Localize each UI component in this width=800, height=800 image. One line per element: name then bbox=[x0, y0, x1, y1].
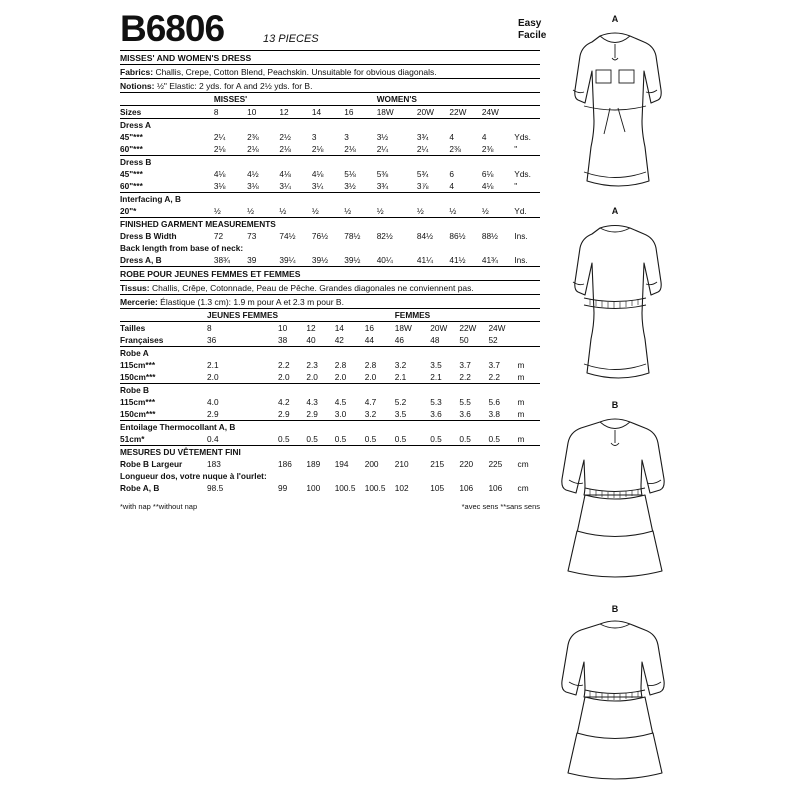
value-cell: 4.3 bbox=[306, 397, 318, 407]
row-label: Longueur dos, votre nuque à l'ourlet: bbox=[120, 471, 267, 481]
value-cell: 3¼ bbox=[279, 181, 291, 191]
value-cell: 2.3 bbox=[306, 360, 318, 370]
illustration-label: B bbox=[611, 400, 619, 410]
value-cell: 0.5 bbox=[278, 434, 290, 444]
unit-cell: Yds. bbox=[514, 169, 531, 179]
value-cell: 4⅛ bbox=[311, 169, 324, 179]
illustration-label: A bbox=[611, 206, 619, 216]
size-cell: 48 bbox=[430, 335, 440, 345]
illustration-label: A bbox=[611, 14, 619, 24]
size-cell: 8 bbox=[207, 322, 278, 335]
sizes-row-fr bbox=[120, 322, 540, 335]
footnote-fr: *avec sens **sans sens bbox=[461, 502, 540, 511]
value-cell: 2.2 bbox=[459, 372, 471, 382]
row-label: Robe B Largeur bbox=[120, 459, 183, 469]
illustration-dress-a-back bbox=[540, 206, 690, 396]
value-cell: 6 bbox=[449, 169, 454, 179]
value-cell: 76½ bbox=[311, 231, 328, 241]
size-cell: 14 bbox=[335, 322, 365, 335]
finished-title-fr: MESURES DU VÊTEMENT FINI bbox=[120, 446, 540, 459]
section-name: Interfacing A, B bbox=[120, 193, 214, 206]
unit-cell: cm bbox=[517, 459, 529, 469]
value-cell: 100 bbox=[306, 483, 321, 493]
value-cell: 2⅛ bbox=[311, 144, 324, 154]
section-name: Dress B bbox=[120, 156, 214, 169]
fabrics-label-fr: Tissus: bbox=[120, 282, 150, 293]
footnotes bbox=[120, 502, 540, 511]
value-cell: 84½ bbox=[416, 231, 434, 241]
value-cell: 3.7 bbox=[488, 360, 500, 370]
value-cell: 2.1 bbox=[430, 372, 442, 382]
value-cell: ½ bbox=[449, 206, 457, 216]
value-cell: 2.8 bbox=[364, 360, 377, 370]
value-cell: 4 bbox=[449, 132, 454, 142]
size-cell: 38 bbox=[278, 335, 288, 345]
group-header-row bbox=[120, 93, 540, 106]
value-cell: 5.6 bbox=[488, 397, 500, 407]
value-cell: 4.7 bbox=[364, 397, 377, 407]
fabrics-text-en: Challis, Crepe, Cotton Blend, Peachskin. Unsuitable for obvious diagonals. bbox=[153, 66, 437, 77]
value-cell: 4 bbox=[449, 181, 454, 191]
value-cell: 200 bbox=[364, 459, 379, 469]
value-cell: 2.0 bbox=[207, 372, 219, 382]
piece-count: 13 PIECES bbox=[263, 33, 319, 45]
size-cell: 20W bbox=[430, 322, 459, 335]
value-cell: 2¼ bbox=[376, 144, 389, 154]
value-cell: ½ bbox=[311, 206, 319, 216]
value-cell: 39½ bbox=[344, 255, 361, 265]
notions-label-en: Notions: bbox=[120, 80, 155, 91]
value-cell: 99 bbox=[278, 483, 288, 493]
footnote-en: *with nap **without nap bbox=[120, 502, 198, 511]
size-cell: 10 bbox=[278, 322, 306, 335]
value-cell: 2.2 bbox=[488, 372, 500, 382]
value-cell: 3.5 bbox=[394, 409, 407, 419]
value-cell: 2.9 bbox=[306, 409, 318, 419]
yardage-row bbox=[120, 396, 540, 408]
value-cell: 105 bbox=[430, 483, 445, 493]
value-cell: 78½ bbox=[344, 231, 361, 241]
value-cell: 102 bbox=[394, 483, 409, 493]
notions-text-en: ½" Elastic: 2 yds. for A and 2½ yds. for B. bbox=[154, 80, 313, 91]
group-femmes: FEMMES bbox=[394, 310, 431, 320]
size-cell: 24W bbox=[482, 106, 514, 119]
unit-cell: Ins. bbox=[514, 231, 528, 241]
value-cell: 183 bbox=[207, 459, 221, 469]
value-cell: ½ bbox=[213, 206, 221, 216]
section-name: Robe A bbox=[120, 347, 207, 360]
value-cell: 5⅜ bbox=[376, 169, 389, 179]
value-cell: 41¼ bbox=[416, 255, 434, 265]
notions-label-fr: Mercerie: bbox=[120, 296, 158, 307]
finished-row bbox=[120, 230, 540, 242]
value-cell: 2.0 bbox=[364, 372, 377, 382]
size-cell: 42 bbox=[334, 335, 344, 345]
value-cell: 4 bbox=[481, 132, 487, 142]
fabrics-text-fr: Challis, Crêpe, Cotonnade, Peau de Pêche. Grandes diagonales ne conviennent pas. bbox=[149, 282, 474, 293]
value-cell: 3½ bbox=[344, 181, 356, 191]
notions-en bbox=[120, 79, 540, 92]
unit-cell: " bbox=[514, 144, 518, 154]
value-cell: 186 bbox=[278, 459, 292, 469]
illustration-dress-a-front bbox=[540, 14, 690, 204]
value-cell: 3.8 bbox=[488, 409, 500, 419]
unit-cell: cm bbox=[517, 483, 529, 493]
finished-subhead-row bbox=[120, 242, 540, 254]
size-cell: 22W bbox=[459, 322, 488, 335]
finished-subhead-row bbox=[120, 470, 540, 482]
row-label: 150cm*** bbox=[120, 409, 156, 419]
size-cell: 16 bbox=[365, 322, 395, 335]
value-cell: 3.2 bbox=[394, 360, 407, 370]
value-cell: 100.5 bbox=[364, 483, 386, 493]
value-cell: 4.0 bbox=[207, 397, 219, 407]
group-jeunes: JEUNES FEMMES bbox=[207, 310, 279, 320]
value-cell: 2⅜ bbox=[481, 144, 494, 154]
size-cell: 20W bbox=[417, 106, 449, 119]
row-label: 45"*** bbox=[120, 132, 143, 142]
finished-row bbox=[120, 458, 540, 470]
value-cell: 41¾ bbox=[481, 255, 498, 265]
value-cell: 220 bbox=[459, 459, 474, 469]
value-cell: 4½ bbox=[247, 169, 259, 179]
value-cell: 3.6 bbox=[430, 409, 442, 419]
size-cell: 52 bbox=[488, 335, 498, 345]
size-cell: 18W bbox=[395, 322, 431, 335]
unit-cell: m bbox=[517, 360, 525, 370]
value-cell: 4⅛ bbox=[481, 181, 494, 191]
value-cell: 98.5 bbox=[207, 483, 224, 493]
value-cell: 4.2 bbox=[278, 397, 290, 407]
difficulty-fr: Facile bbox=[518, 30, 547, 41]
value-cell: 5.2 bbox=[394, 397, 407, 407]
size-cell: 36 bbox=[207, 335, 217, 345]
pattern-number: B6806 bbox=[120, 8, 225, 49]
value-cell: 3⅛ bbox=[213, 181, 226, 191]
unit-cell: m bbox=[517, 397, 525, 407]
fabrics-en bbox=[120, 65, 540, 78]
value-cell: 210 bbox=[394, 459, 409, 469]
yardage-table-en bbox=[120, 93, 540, 266]
row-label: Back length from base of neck: bbox=[120, 243, 244, 253]
size-cell: 10 bbox=[247, 106, 279, 119]
value-cell: 3 bbox=[311, 132, 317, 142]
value-cell: 3¾ bbox=[416, 132, 429, 142]
value-cell: 82½ bbox=[376, 231, 393, 241]
value-cell: 0.4 bbox=[207, 434, 219, 444]
value-cell: ½ bbox=[344, 206, 352, 216]
unit-cell: m bbox=[517, 372, 525, 382]
value-cell: 4⅛ bbox=[213, 169, 226, 179]
difficulty-en: Easy bbox=[518, 18, 542, 29]
size-cell: 44 bbox=[364, 335, 374, 345]
finished-header-row-en bbox=[120, 218, 540, 231]
section-header-row bbox=[120, 193, 540, 206]
value-cell: 72 bbox=[213, 231, 224, 241]
size-cell: 46 bbox=[394, 335, 404, 345]
value-cell: 2.0 bbox=[278, 372, 290, 382]
value-cell: 3.2 bbox=[364, 409, 377, 419]
value-cell: 5¾ bbox=[416, 169, 429, 179]
value-cell: 2¼ bbox=[416, 144, 429, 154]
sizes-label-fr2: Françaises bbox=[120, 335, 164, 345]
yardage-row bbox=[120, 205, 540, 218]
value-cell: 2⅛ bbox=[247, 144, 259, 154]
value-cell: 41½ bbox=[449, 255, 466, 265]
value-cell: 2.0 bbox=[334, 372, 347, 382]
value-cell: 225 bbox=[488, 459, 503, 469]
finished-title-en: FINISHED GARMENT MEASUREMENTS bbox=[120, 218, 540, 231]
unit-cell: m bbox=[517, 409, 525, 419]
value-cell: ½ bbox=[416, 206, 424, 216]
value-cell: ½ bbox=[247, 206, 255, 216]
value-cell: 3.0 bbox=[334, 409, 347, 419]
section-header-row bbox=[120, 119, 540, 132]
section-name: Dress A bbox=[120, 119, 214, 132]
value-cell: 0.5 bbox=[488, 434, 500, 444]
value-cell: 38¾ bbox=[213, 255, 230, 265]
sizes-label-en: Sizes bbox=[120, 106, 214, 119]
value-cell: 0.5 bbox=[430, 434, 442, 444]
value-cell: 74½ bbox=[279, 231, 296, 241]
section-name: Robe B bbox=[120, 384, 207, 397]
unit-cell: Ins. bbox=[514, 255, 528, 265]
group-misses: MISSES' bbox=[213, 94, 248, 104]
size-cell: 40 bbox=[306, 335, 316, 345]
value-cell: 3½ bbox=[376, 132, 389, 142]
value-cell: 3.6 bbox=[459, 409, 471, 419]
section-header-row bbox=[120, 347, 540, 360]
size-cell: 18W bbox=[377, 106, 417, 119]
row-label: 51cm* bbox=[120, 434, 145, 444]
group-header-row-fr bbox=[120, 309, 540, 322]
finished-header-row-fr bbox=[120, 446, 540, 459]
value-cell: 3⅞ bbox=[416, 181, 429, 191]
sizes-fr-row bbox=[120, 334, 540, 347]
value-cell: 0.5 bbox=[394, 434, 407, 444]
section-header-row bbox=[120, 156, 540, 169]
value-cell: ½ bbox=[376, 206, 384, 216]
fabrics-label-en: Fabrics: bbox=[120, 66, 154, 77]
value-cell: 3¾ bbox=[376, 181, 389, 191]
value-cell: 3 bbox=[344, 132, 349, 142]
garment-title-fr: ROBE POUR JEUNES FEMMES ET FEMMES bbox=[120, 268, 301, 279]
value-cell: 0.5 bbox=[364, 434, 377, 444]
yardage-row bbox=[120, 408, 540, 421]
value-cell: 5.5 bbox=[459, 397, 471, 407]
fabrics-fr bbox=[120, 281, 540, 294]
illustration-label: B bbox=[611, 604, 619, 614]
value-cell: 39 bbox=[247, 255, 257, 265]
value-cell: 3¼ bbox=[311, 181, 324, 191]
value-cell: 2⅜ bbox=[449, 144, 461, 154]
sizes-row-en bbox=[120, 106, 540, 119]
value-cell: 4⅛ bbox=[279, 169, 291, 179]
value-cell: 189 bbox=[306, 459, 321, 469]
value-cell: 2.1 bbox=[394, 372, 407, 382]
value-cell: 2¼ bbox=[213, 132, 226, 142]
value-cell: 3.7 bbox=[459, 360, 471, 370]
value-cell: 100.5 bbox=[334, 483, 356, 493]
row-label: 20"* bbox=[120, 206, 137, 216]
value-cell: 215 bbox=[430, 459, 445, 469]
notions-fr bbox=[120, 295, 540, 308]
row-label: Dress B Width bbox=[120, 231, 177, 241]
value-cell: 3.5 bbox=[430, 360, 442, 370]
size-cell: 12 bbox=[306, 322, 334, 335]
value-cell: 2.0 bbox=[306, 372, 318, 382]
row-label: 150cm*** bbox=[120, 372, 156, 382]
row-label: Dress A, B bbox=[120, 255, 162, 265]
size-cell: 8 bbox=[214, 106, 247, 119]
value-cell: 2⅛ bbox=[213, 144, 226, 154]
yardage-row bbox=[120, 131, 540, 143]
specs-column bbox=[120, 50, 540, 511]
section-name: Entoilage Thermocollant A, B bbox=[120, 421, 540, 434]
value-cell: 2½ bbox=[279, 132, 291, 142]
value-cell: 2.2 bbox=[278, 360, 290, 370]
value-cell: 106 bbox=[488, 483, 503, 493]
garment-title-en: MISSES' AND WOMEN'S DRESS bbox=[120, 52, 252, 63]
section-header-row bbox=[120, 384, 540, 397]
value-cell: 194 bbox=[334, 459, 349, 469]
size-cell: 16 bbox=[344, 106, 376, 119]
unit-cell: Yd. bbox=[514, 206, 527, 216]
row-label: Robe A, B bbox=[120, 483, 160, 493]
value-cell: 2.9 bbox=[278, 409, 290, 419]
yardage-row bbox=[120, 168, 540, 180]
value-cell: 0.5 bbox=[306, 434, 318, 444]
value-cell: 2⅛ bbox=[279, 144, 291, 154]
size-cell: 24W bbox=[488, 322, 517, 335]
row-label: 45"*** bbox=[120, 169, 143, 179]
value-cell: 39¼ bbox=[279, 255, 296, 265]
value-cell: ½ bbox=[279, 206, 287, 216]
value-cell: 88½ bbox=[481, 231, 498, 241]
size-cell: 12 bbox=[279, 106, 311, 119]
value-cell: 2⅜ bbox=[247, 132, 259, 142]
value-cell: 2⅛ bbox=[344, 144, 356, 154]
size-cell: 22W bbox=[449, 106, 481, 119]
notions-text-fr: Élastique (1.3 cm): 1.9 m pour A et 2.3 m pour B. bbox=[157, 296, 344, 307]
value-cell: 3⅛ bbox=[247, 181, 259, 191]
unit-cell: Yds. bbox=[514, 132, 531, 142]
value-cell: 5.3 bbox=[430, 397, 442, 407]
row-label: 60"*** bbox=[120, 144, 143, 154]
value-cell: 0.5 bbox=[459, 434, 471, 444]
illustration-dress-b-front bbox=[540, 400, 690, 600]
row-label: 115cm*** bbox=[120, 360, 156, 370]
yardage-row bbox=[120, 180, 540, 193]
value-cell: 106 bbox=[459, 483, 474, 493]
yardage-row bbox=[120, 143, 540, 156]
size-cell: 14 bbox=[312, 106, 344, 119]
value-cell: 39½ bbox=[311, 255, 328, 265]
yardage-row bbox=[120, 433, 540, 446]
finished-row bbox=[120, 254, 540, 266]
value-cell: 5⅛ bbox=[344, 169, 356, 179]
value-cell: 2.8 bbox=[334, 360, 347, 370]
value-cell: 2.9 bbox=[207, 409, 219, 419]
value-cell: ½ bbox=[481, 206, 489, 216]
section-header-row bbox=[120, 421, 540, 434]
row-label: 60"*** bbox=[120, 181, 143, 191]
value-cell: 6⅛ bbox=[481, 169, 494, 179]
size-cell: 50 bbox=[459, 335, 469, 345]
value-cell: 86½ bbox=[449, 231, 466, 241]
row-label: 115cm*** bbox=[120, 397, 156, 407]
yardage-row bbox=[120, 371, 540, 384]
value-cell: 40¼ bbox=[376, 255, 393, 265]
unit-cell: m bbox=[517, 434, 525, 444]
value-cell: 4.5 bbox=[334, 397, 347, 407]
finished-row bbox=[120, 482, 540, 494]
sizes-label-fr: Tailles bbox=[120, 322, 207, 335]
illustration-dress-b-back bbox=[540, 604, 690, 800]
yardage-table-fr bbox=[120, 309, 540, 494]
unit-cell: " bbox=[514, 181, 518, 191]
value-cell: 0.5 bbox=[334, 434, 347, 444]
yardage-row bbox=[120, 359, 540, 371]
group-womens: WOMEN'S bbox=[376, 94, 417, 104]
value-cell: 73 bbox=[247, 231, 257, 241]
value-cell: 2.1 bbox=[207, 360, 219, 370]
